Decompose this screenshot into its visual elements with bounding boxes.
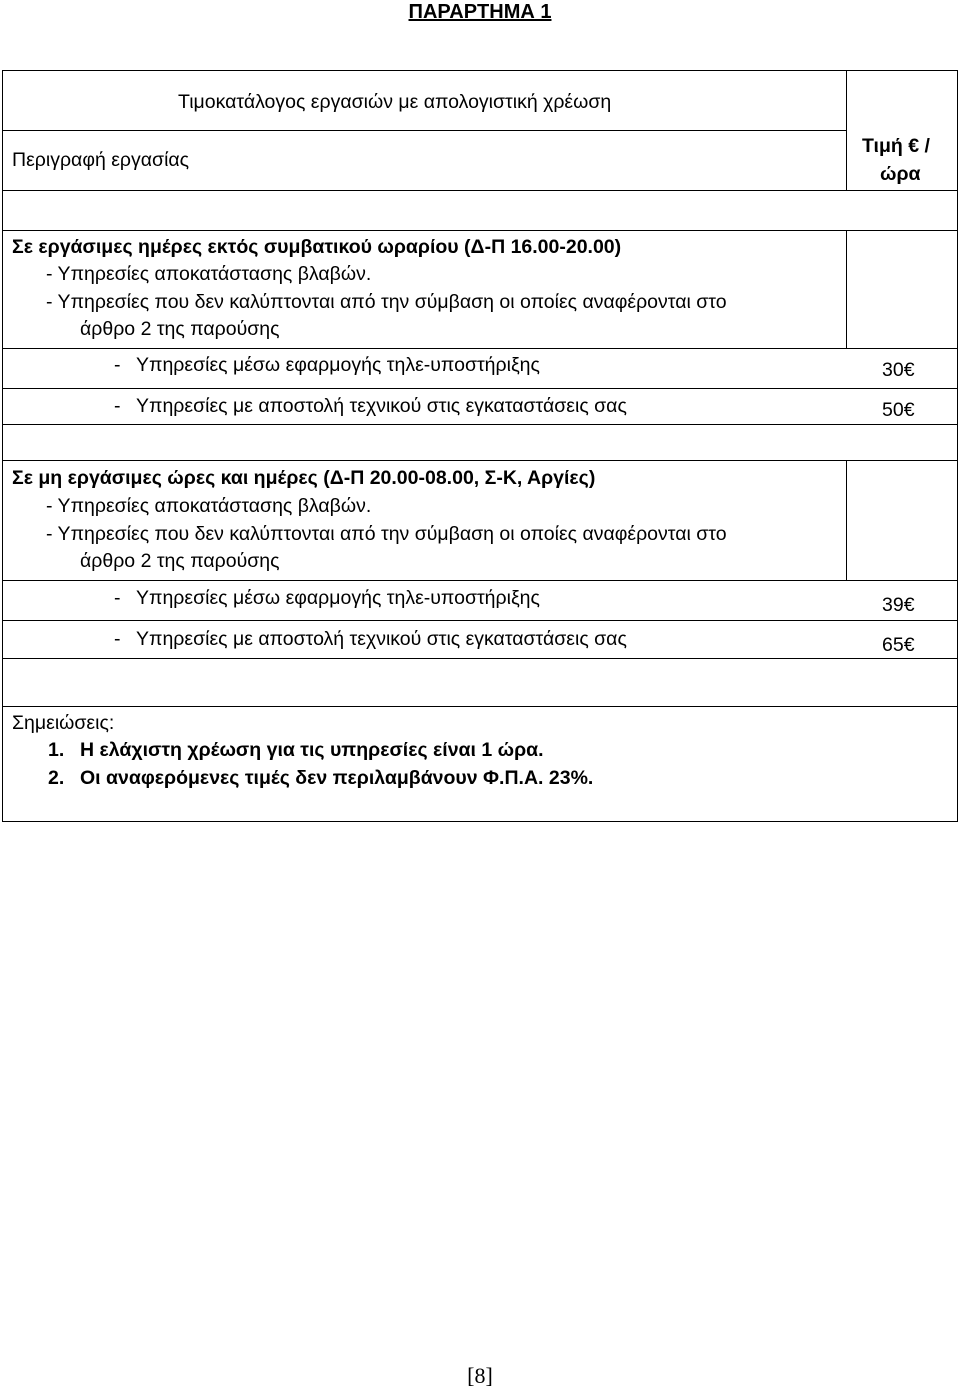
note-2-number: 2. — [48, 767, 65, 789]
section2-bottom-line — [2, 658, 958, 659]
section1-heading: Σε εργάσιμες ημέρες εκτός συμβατικού ωραρίου (Δ-Π 16.00-20.00) — [12, 236, 622, 258]
row-label: Υπηρεσίες με αποστολή τεχνικού στις εγκαταστάσεις σας — [136, 628, 627, 650]
header-bottom-line — [2, 190, 958, 191]
section1-row-line-2 — [2, 388, 958, 389]
section2-top-line — [2, 460, 958, 461]
section2-row-line-2 — [2, 620, 958, 621]
section1-item-repairs: - Υπηρεσίες αποκατάστασης βλαβών. — [46, 263, 372, 285]
section2-row1-price: 39€ — [882, 594, 915, 616]
dash-marker: - — [114, 354, 121, 376]
section2-item-repairs: - Υπηρεσίες αποκατάστασης βλαβών. — [46, 495, 372, 517]
notes-top-line — [2, 706, 958, 707]
section2-heading: Σε μη εργάσιμες ώρες και ημέρες (Δ-Π 20.00-08.00, Σ-Κ, Αργίες) — [12, 467, 596, 489]
section2-column-divider — [846, 460, 847, 580]
section1-item-out-of-contract: - Υπηρεσίες που δεν καλύπτονται από την σύμβαση οι οποίες αναφέρονται στο — [46, 291, 727, 313]
row-label: Υπηρεσίες μέσω εφαρμογής τηλε-υποστήριξης — [136, 587, 540, 609]
column-header-price-line2: ώρα — [880, 163, 921, 185]
note-1-number: 1. — [48, 739, 65, 761]
section2-row-line — [2, 580, 958, 581]
header-column-divider — [846, 70, 847, 190]
section2-row2 — [114, 626, 627, 653]
column-header-price-line1: Τιμή € / — [862, 135, 930, 157]
page-title: ΠΑΡΑΡΤΗΜΑ 1 — [408, 1, 552, 23]
column-header-description: Περιγραφή εργασίας — [12, 149, 190, 171]
dash-marker: - — [114, 628, 121, 650]
section1-row2-price: 50€ — [882, 399, 915, 421]
dash-marker: - — [114, 395, 121, 417]
section1-bottom-line — [2, 424, 958, 425]
note-1-text: Η ελάχιστη χρέωση για τις υπηρεσίες είναι 1 ώρα. — [80, 739, 544, 761]
notes-heading: Σημειώσεις: — [12, 712, 115, 734]
note-2-text: Οι αναφερόμενες τιμές δεν περιλαμβάνουν Φ.Π.Α. 23%. — [80, 767, 594, 789]
section1-row-line — [2, 348, 958, 349]
page-number: [8] — [467, 1363, 493, 1388]
table-caption: Τιμοκατάλογος εργασιών με απολογιστική χρέωση — [178, 91, 612, 113]
dash-marker: - — [114, 587, 121, 609]
price-table — [2, 70, 958, 822]
section1-row1 — [114, 352, 540, 379]
caption-divider — [2, 130, 846, 131]
row-label: Υπηρεσίες μέσω εφαρμογής τηλε-υποστήριξης — [136, 354, 540, 376]
row-label: Υπηρεσίες με αποστολή τεχνικού στις εγκαταστάσεις σας — [136, 395, 627, 417]
section2-item-out-of-contract-cont: άρθρο 2 της παρούσης — [80, 550, 280, 572]
section1-column-divider — [846, 230, 847, 348]
section2-item-out-of-contract: - Υπηρεσίες που δεν καλύπτονται από την σύμβαση οι οποίες αναφέρονται στο — [46, 523, 727, 545]
section2-row1 — [114, 585, 540, 612]
section1-row2 — [114, 393, 627, 420]
section1-item-out-of-contract-cont: άρθρο 2 της παρούσης — [80, 318, 280, 340]
section1-top-line — [2, 230, 958, 231]
section2-row2-price: 65€ — [882, 634, 915, 656]
section1-row1-price: 30€ — [882, 359, 915, 381]
